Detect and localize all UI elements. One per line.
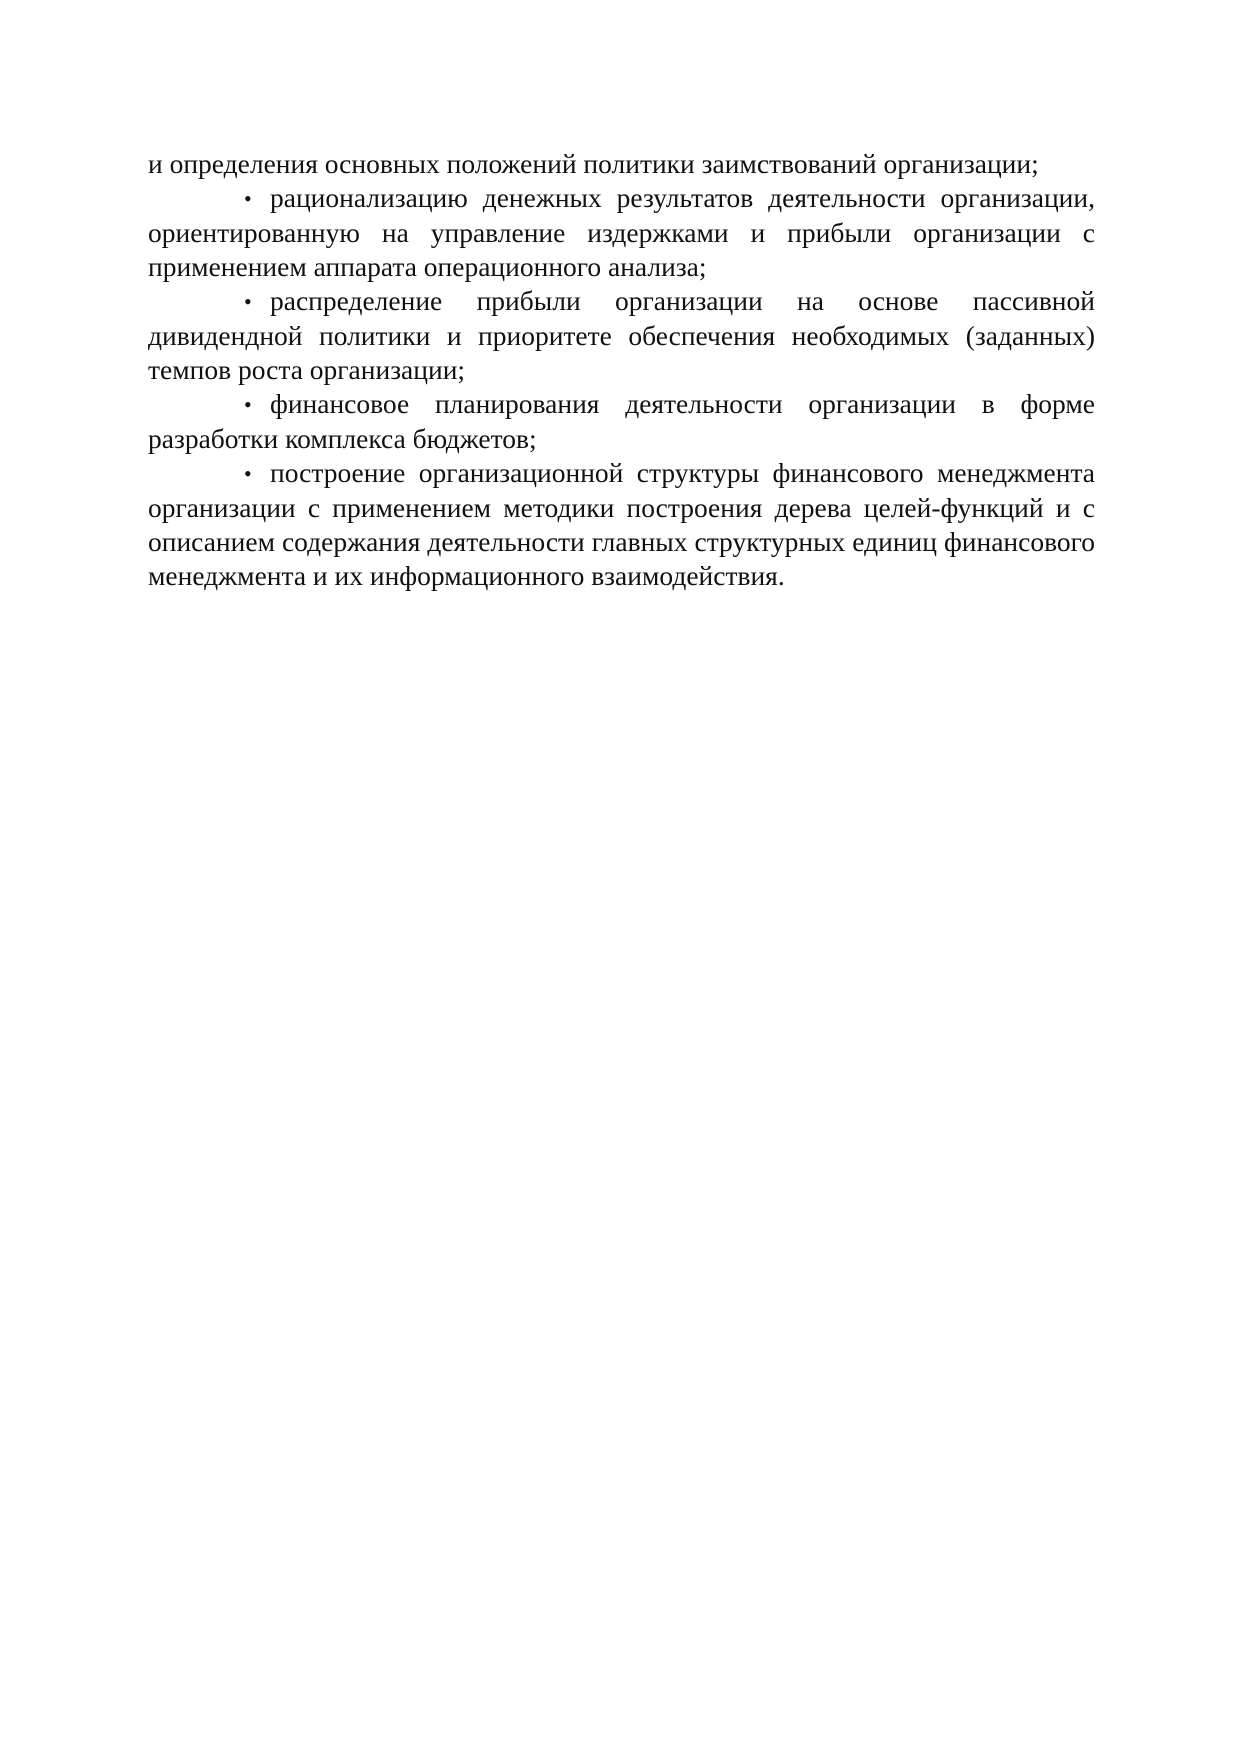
list-item — [148, 284, 1095, 387]
list-item-text: финансовое планирования деятельности организации в форме разработки комплекса бюджетов; — [148, 388, 1095, 454]
list-item — [148, 456, 1095, 593]
list-item-text: построение организационной структуры финансового менеджмента организации с применением методики построения дерева целей-функций и с описанием содержания деятельности главных структурных единиц финансового менеджмента и их информационного взаимодействия. — [148, 457, 1095, 591]
bullet-icon: • — [244, 461, 252, 486]
list-item-text: распределение прибыли организации на основе пассивной дивидендной политики и приоритете обеспечения необходимых (заданных) темпов роста организации; — [148, 285, 1095, 385]
list-item-text: рационализацию денежных результатов деятельности организации, ориентированную на управление издержками и прибыли организации с применением аппарата операционного анализа; — [148, 182, 1095, 282]
list-item — [148, 181, 1095, 284]
list-item — [148, 387, 1095, 456]
paragraph-continuation — [148, 147, 1095, 181]
bullet-icon: • — [244, 289, 252, 314]
body-text — [148, 147, 1095, 593]
bullet-icon: • — [244, 392, 252, 417]
paragraph-text: и определения основных положений политики заимствований организации; — [148, 148, 1039, 179]
bullet-icon: • — [244, 186, 252, 211]
